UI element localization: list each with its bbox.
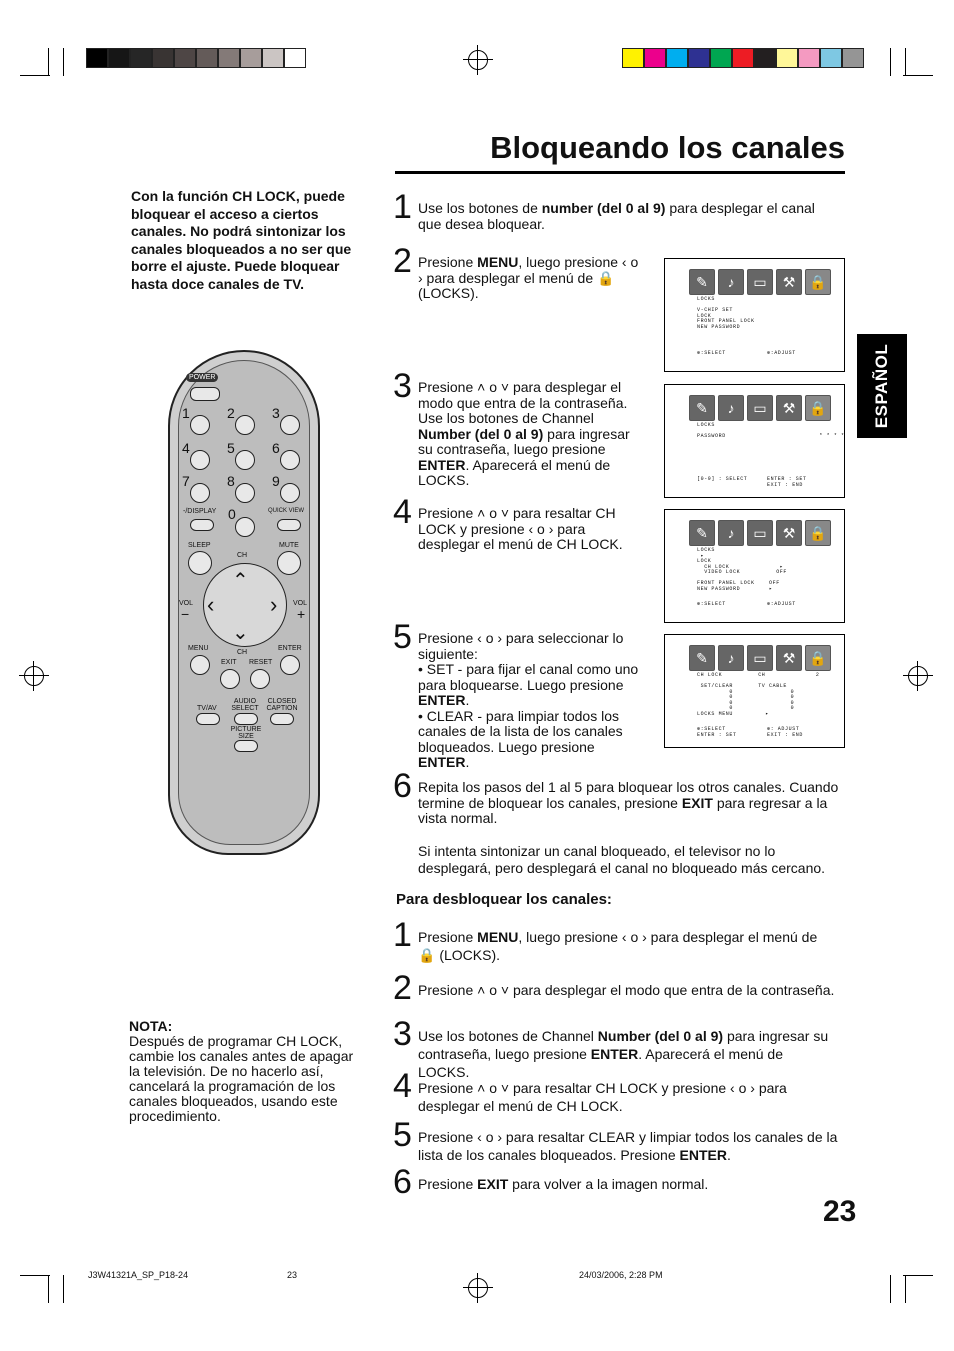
nota-text: Después de programar CH LOCK, cambie los canales antes de apagar la televisión. De no hacerlo así, cancelará la programación de los canales bloqueados, usando este procedimiento. [129, 1033, 354, 1124]
crop-mark [48, 48, 49, 76]
reset-label: RESET [249, 659, 273, 666]
menu-tab-icon: ✎ [689, 269, 715, 295]
menu-tab-icon: ⚒ [776, 269, 802, 295]
registration-mark [24, 666, 44, 686]
menu-tab-icon: ♪ [718, 520, 744, 546]
audio-select-button [234, 713, 258, 725]
crop-mark [48, 1275, 49, 1303]
menu-tab-icon: ⚒ [776, 520, 802, 546]
footer-center: 23 [287, 1270, 298, 1280]
step-number: 2 [393, 242, 412, 280]
num-4: 4 [182, 440, 190, 456]
menu-tab-icon: ⚒ [776, 645, 802, 671]
menu-label: MENU [188, 645, 209, 652]
num-button-2 [235, 415, 255, 435]
picture-size-label: PICTURE SIZE [230, 726, 262, 740]
menu-icon-row [689, 645, 831, 671]
tvav-button [196, 713, 220, 725]
menu-button [190, 655, 210, 675]
vol-left-label: VOL [179, 600, 194, 607]
num-1: 1 [182, 405, 190, 421]
screen-footer-left: ⊕:SELECT [697, 350, 726, 356]
closed-caption-label: CLOSED CAPTION [266, 698, 298, 712]
menu-tab-icon: ♪ [718, 269, 744, 295]
ch-top-label: CH [237, 552, 248, 559]
menu-tab-icon: 🔒 [805, 520, 831, 546]
menu-tab-icon: ♪ [718, 395, 744, 421]
gray-swatch [130, 48, 152, 68]
exit-button [220, 669, 240, 689]
step-number: 6 [393, 767, 412, 805]
color-swatch [798, 48, 820, 68]
menu-icon-row [689, 520, 831, 546]
color-swatch [732, 48, 754, 68]
menu-tab-icon: ▭ [747, 645, 773, 671]
minus-icon: − [181, 606, 190, 622]
unlock-step-number: 3 [393, 1015, 412, 1053]
step-number: 5 [393, 618, 412, 656]
screen-lines: LOCKS PASSWORD * * * * [697, 422, 845, 439]
menu-tab-icon: ▭ [747, 520, 773, 546]
num-button-1 [190, 415, 210, 435]
unlock-step-text: Presione ˄ o ˅ para desplegar el modo que entra de la contraseña. [418, 982, 835, 998]
num-6: 6 [272, 440, 280, 456]
menu-screen [664, 258, 845, 372]
menu-icon-row [689, 395, 831, 421]
num-button-8 [235, 483, 255, 503]
menu-screen [664, 384, 845, 498]
enter-label: ENTER [278, 645, 302, 652]
screen-lines: LOCKS ▸ LOCK CH LOCK ▸ VIDEO LOCK OFF FRONT PANEL LOCK OFF NEW PASSWORD ▸ [697, 547, 788, 592]
menu-icon-row [689, 269, 831, 295]
footer-left: J3W41321A_SP_P18-24 [88, 1270, 189, 1280]
step-number: 3 [393, 367, 412, 405]
color-swatch [776, 48, 798, 68]
menu-tab-icon: ♪ [718, 645, 744, 671]
unlock-step-text: Presione ˄ o ˅ para resaltar CH LOCK y presione ‹ o › para desplegar el menú de CH LOCK. [418, 1080, 787, 1114]
menu-tab-icon: ▭ [747, 269, 773, 295]
crop-mark [20, 75, 50, 76]
nota-block [129, 1019, 359, 1124]
power-button [190, 387, 220, 401]
gray-swatch [108, 48, 130, 68]
color-swatch [622, 48, 644, 68]
gray-swatch [196, 48, 218, 68]
gray-swatch [174, 48, 196, 68]
language-tab-label: ESPAÑOL [872, 343, 891, 429]
unlock-step-number: 1 [393, 916, 412, 954]
gray-swatch [86, 48, 108, 68]
num-button-4 [190, 450, 210, 470]
num-button-0 [235, 517, 255, 537]
gray-swatch [218, 48, 240, 68]
screen-footer-right: ⊕:ADJUST [767, 350, 796, 356]
unlock-step-text: Presione ‹ o › para resaltar CLEAR y limpiar todos los canales de la lista de los canales bloqueados. Presione ENTER. [418, 1129, 838, 1163]
intro-text: Con la función CH LOCK, puede bloquear el acceso a ciertos canales. No podrá sintonizar los canales bloqueados a no ser que borre el ajuste. Puede bloquear hasta doce canales de TV. [131, 188, 352, 292]
crop-mark [890, 1275, 891, 1303]
gray-swatch [284, 48, 306, 68]
picture-size-button [234, 740, 258, 752]
page-title: Bloqueando los canales [490, 130, 845, 165]
step-text: Repita los pasos del 1 al 5 para bloquear los otros canales. Cuando termine de bloquear los canales, presione EXIT para regresar a la vista normal. [418, 779, 839, 826]
crop-mark [20, 1275, 50, 1276]
color-swatch [754, 48, 776, 68]
menu-tab-icon: ⚒ [776, 395, 802, 421]
num-button-3 [280, 415, 300, 435]
unlock-step-number: 5 [393, 1116, 412, 1154]
display-label: -/DISPLAY [183, 508, 217, 515]
step-number: 1 [393, 188, 412, 226]
plus-icon: + [297, 606, 306, 622]
ch-up-arrow-icon: ⌃ [232, 570, 249, 592]
registration-mark [468, 50, 488, 70]
gray-swatch [262, 48, 284, 68]
registration-mark [468, 1278, 488, 1298]
num-5: 5 [227, 440, 235, 456]
menu-tab-icon: 🔒 [805, 645, 831, 671]
crop-mark [905, 1275, 906, 1303]
screen-footer-left: ⊕:SELECT ENTER : SET [697, 726, 737, 738]
screen-footer-right: ENTER : SET EXIT : END [767, 476, 807, 488]
ch-down-arrow-icon: ⌄ [232, 622, 249, 644]
quick-view-button [277, 519, 301, 531]
crop-mark [890, 48, 891, 76]
screen-lines: LOCKS V-CHIP SET LOCK FRONT PANEL LOCK NEW PASSWORD [697, 296, 755, 330]
nota-label: NOTA: [129, 1018, 173, 1034]
power-label: POWER [186, 373, 218, 382]
sleep-button [188, 551, 212, 575]
color-swatch [644, 48, 666, 68]
mute-label: MUTE [279, 542, 299, 549]
unlock-heading: Para desbloquear los canales: [396, 891, 612, 908]
ch-bottom-label: CH [237, 649, 248, 656]
step-text: Presione ‹ o › para seleccionar lo siguiente: • SET - para fijar el canal como uno para bloquearse. Luego presione ENTER. • CLEAR - para limpiar todos los canales de la lista de los canales bloqueados. Luego presione ENTER. [418, 630, 639, 770]
menu-tab-icon: 🔒 [805, 395, 831, 421]
unlock-step-text: Presione MENU, luego presione ‹ o › para desplegar el menú de 🔒 (LOCKS). [418, 929, 818, 963]
step6-note: Si intenta sintonizar un canal bloqueado, el televisor no lo desplegará, pero desplegará el canal no bloqueado más cercano. [418, 843, 826, 876]
quick-view-label: QUICK VIEW [268, 508, 305, 514]
num-7: 7 [182, 473, 190, 489]
closed-caption-button [270, 713, 294, 725]
unlock-step-number: 4 [393, 1067, 412, 1105]
registration-mark [908, 666, 928, 686]
screen-lines: CH LOCK CH 2 SET/CLEAR TV CABLE 0 0 0 0 0 0 0 0 LOCKS MENU ▸ [697, 672, 820, 717]
step-text: Presione MENU, luego presione ‹ o › para desplegar el menú de 🔒 (LOCKS). [418, 254, 639, 301]
color-swatch [820, 48, 842, 68]
vol-right-label: VOL [293, 600, 308, 607]
gray-swatch [152, 48, 174, 68]
num-3: 3 [272, 405, 280, 421]
mute-button [277, 551, 301, 575]
display-button [190, 519, 214, 531]
crop-mark [63, 1275, 64, 1303]
menu-tab-icon: ✎ [689, 395, 715, 421]
exit-label: EXIT [221, 659, 237, 666]
color-swatch [710, 48, 732, 68]
menu-tab-icon: 🔒 [805, 269, 831, 295]
num-2: 2 [227, 405, 235, 421]
num-9: 9 [272, 473, 280, 489]
unlock-step-number: 6 [393, 1163, 412, 1201]
menu-screen [664, 509, 845, 623]
enter-button [280, 655, 300, 675]
num-button-6 [280, 450, 300, 470]
screen-footer-left: ⊕:SELECT [697, 601, 726, 607]
color-swatch [688, 48, 710, 68]
screen-footer-left: [0-9] : SELECT [697, 476, 748, 482]
screen-footer-right: ⊕: ADJUST EXIT : END [767, 726, 804, 738]
sleep-label: SLEEP [188, 542, 211, 549]
unlock-step-text: Use los botones de Channel Number (del 0 al 9) para ingresar su contraseña, luego presione ENTER. Aparecerá el menú de LOCKS. [418, 1028, 829, 1080]
vol-right-arrow-icon: › [270, 592, 278, 617]
audio-select-label: AUDIO SELECT [231, 698, 259, 712]
crop-mark [905, 48, 906, 76]
screen-footer-right: ⊕:ADJUST [767, 601, 796, 607]
reset-button [250, 669, 270, 689]
color-swatch [842, 48, 864, 68]
language-tab [857, 334, 907, 438]
color-swatch [666, 48, 688, 68]
crop-mark [63, 48, 64, 76]
gray-swatch [240, 48, 262, 68]
num-8: 8 [227, 473, 235, 489]
footer-right: 24/03/2006, 2:28 PM [579, 1270, 663, 1280]
page-number: 23 [823, 1195, 857, 1228]
tvav-label: TV/AV [197, 705, 217, 712]
unlock-step-text: Presione EXIT para volver a la imagen normal. [418, 1176, 709, 1192]
crop-mark [903, 75, 933, 76]
num-0: 0 [228, 506, 236, 522]
step-text: Use los botones de number (del 0 al 9) para desplegar el canal que desea bloquear. [418, 200, 815, 232]
step-text: Presione ˄ o ˅ para desplegar el modo que entra de la contraseña. Use los botones de Channel Number (del 0 al 9) para ingresar su contraseña, luego presione ENTER. Aparecerá el menú de LOCKS. [418, 379, 630, 488]
step-number: 4 [393, 493, 412, 531]
num-button-9 [280, 483, 300, 503]
menu-tab-icon: ✎ [689, 520, 715, 546]
num-button-5 [235, 450, 255, 470]
step-text: Presione ˄ o ˅ para resaltar CH LOCK y presione ‹ o › para desplegar el menú de CH LOCK. [418, 505, 623, 552]
title-rule [395, 171, 845, 174]
menu-tab-icon: ▭ [747, 395, 773, 421]
menu-tab-icon: ✎ [689, 645, 715, 671]
unlock-step-number: 2 [393, 969, 412, 1007]
crop-mark [903, 1275, 933, 1276]
num-button-7 [190, 483, 210, 503]
vol-left-arrow-icon: ‹ [207, 592, 215, 617]
menu-screen [664, 634, 845, 748]
